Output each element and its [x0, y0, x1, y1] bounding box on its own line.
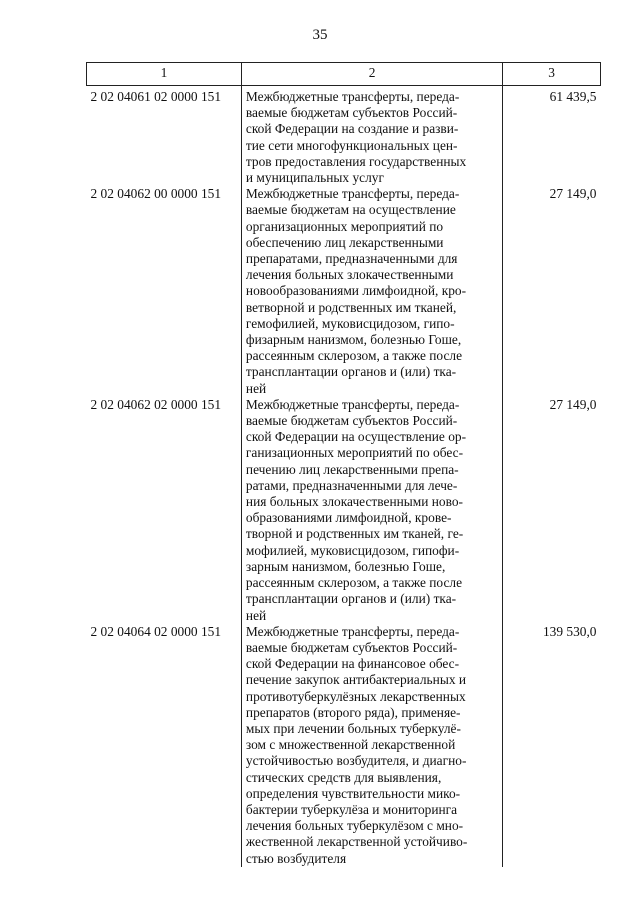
description-line: трансплантации органов и (или) тка- — [245, 364, 457, 380]
description-line: устойчивостью возбудителя, и диагно- — [245, 753, 467, 769]
row-description — [241, 86, 502, 187]
row-code: 2 02 04062 02 0000 151 — [90, 396, 222, 412]
budget-table — [86, 62, 601, 867]
table-row — [87, 624, 601, 867]
description-line: трансплантации органов и (или) тка- — [245, 591, 457, 607]
row-amount: 139 530,0 — [542, 623, 597, 639]
description-line: ганизационных мероприятий по обес- — [245, 445, 464, 461]
description-line: ской Федерации на создание и разви- — [245, 121, 459, 137]
description-line: ней — [245, 607, 267, 623]
description-line: препаратами, предназначенными для — [245, 251, 458, 267]
description-line: ваемые бюджетам на осуществление — [245, 202, 456, 218]
description-line: рассеянным склерозом, а также после — [245, 575, 463, 591]
description-line: печению лиц лекарственными препа- — [245, 461, 459, 477]
description-line: образованиями лимфоидной, крове- — [245, 510, 452, 526]
description-line: зарным нанизмом, болезнью Гоше, — [245, 558, 446, 574]
header-col-1: 1 — [87, 63, 242, 86]
description-line: стических средств для выявления, — [245, 769, 442, 785]
description-line: определения чувствительности мико- — [245, 785, 461, 801]
description-line: Межбюджетные трансферты, переда- — [245, 623, 460, 639]
description-line: ратами, предназначенными для лече- — [245, 477, 458, 493]
description-line: организационных мероприятий по — [245, 218, 444, 234]
row-code: 2 02 04061 02 0000 151 — [90, 89, 222, 104]
description-line: физарным нанизмом, болезнью Гоше, — [245, 332, 462, 348]
description-line: мофилией, муковисцидозом, гипофи- — [245, 542, 460, 558]
description-line: гемофилией, муковисцидозом, гипо- — [245, 315, 455, 331]
description-line: творной и родственных им тканей, ге- — [245, 526, 464, 542]
description-line: обеспечению лиц лекарственными — [245, 234, 444, 250]
table-row — [87, 397, 601, 624]
description-line: ния больных злокачественными ново- — [245, 494, 464, 510]
description-line: тров предоставления государственных — [245, 153, 467, 169]
description-line: бактерии туберкулёза и мониторинга — [245, 801, 458, 817]
description-line: противотуберкулёзных лекарственных — [245, 688, 466, 704]
row-code: 2 02 04064 02 0000 151 — [90, 623, 222, 639]
description-line: ней — [245, 380, 267, 396]
description-line: ской Федерации на осуществление ор- — [245, 429, 467, 445]
description-line: стью возбудителя — [245, 850, 347, 866]
table-body — [87, 86, 601, 867]
description-line: тие сети многофункциональных цен- — [245, 137, 458, 153]
description-line: Межбюджетные трансферты, переда- — [245, 89, 460, 104]
row-description — [241, 397, 502, 624]
description-line: печение закупок антибактериальных и — [245, 672, 467, 688]
description-line: лечения больных злокачественными — [245, 267, 454, 283]
row-code: 2 02 04062 00 0000 151 — [90, 186, 222, 202]
description-line: Межбюджетные трансферты, переда- — [245, 186, 460, 202]
description-line: ваемые бюджетам субъектов Россий- — [245, 105, 458, 121]
description-line: зом с множественной лекарственной — [245, 737, 456, 753]
header-col-3: 3 — [503, 63, 601, 86]
table-row — [87, 86, 601, 187]
row-description — [241, 624, 502, 867]
description-line: жественной лекарственной устойчиво- — [245, 834, 468, 850]
page-number: 35 — [312, 27, 328, 43]
description-line: и муниципальных услуг — [245, 170, 384, 186]
row-amount: 27 149,0 — [549, 186, 597, 202]
row-amount: 27 149,0 — [549, 396, 597, 412]
description-line: ветворной и родственных им тканей, — [245, 299, 457, 315]
table-header — [87, 63, 601, 86]
description-line: ваемые бюджетам субъектов Россий- — [245, 639, 458, 655]
description-line: новообразованиями лимфоидной, кро- — [245, 283, 467, 299]
description-line: ваемые бюджетам субъектов Россий- — [245, 413, 458, 429]
description-line: ской Федерации на финансовое обес- — [245, 656, 460, 672]
table-row — [87, 186, 601, 397]
description-line: мых при лечении больных туберкулё- — [245, 720, 461, 736]
description-line: рассеянным склерозом, а также после — [245, 348, 463, 364]
description-line: Межбюджетные трансферты, переда- — [245, 396, 460, 412]
header-col-2: 2 — [241, 63, 502, 86]
row-amount: 61 439,5 — [549, 89, 597, 104]
description-line: лечения больных туберкулёзом с мно- — [245, 818, 464, 834]
row-description — [241, 186, 502, 397]
description-line: препаратов (второго ряда), применяе- — [245, 704, 461, 720]
